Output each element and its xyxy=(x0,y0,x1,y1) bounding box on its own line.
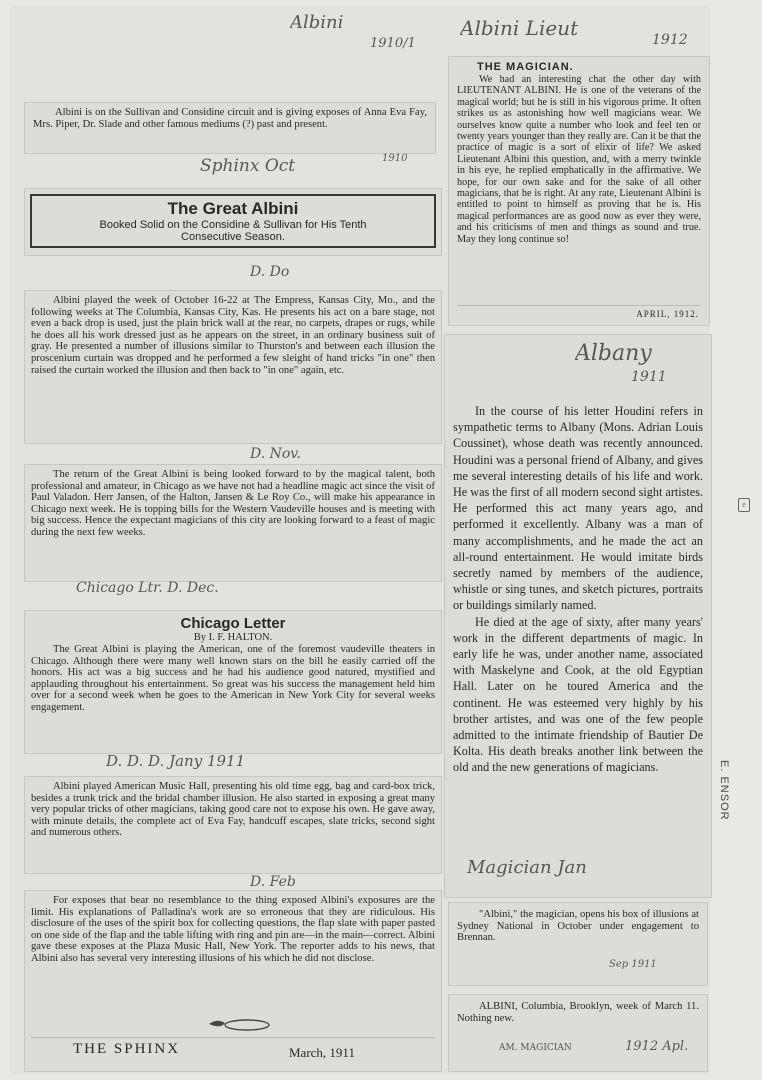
note-do-1: D. Do xyxy=(250,264,290,280)
clipping-text: The Great Albini is playing the American, one of the foremost vaudeville theaters in Chicago. Although there were many well known stars on the bill he easily carried off the honors. His act was a big success and he had his audience good natured, mystified and applauding throughout his entertainment. So great was his success the management held him over for a second week when he goes to the American in New York City for several weeks engagement. xyxy=(31,644,435,713)
clipping-music-hall xyxy=(24,776,442,874)
footer-march-1911: March, 1911 xyxy=(289,1045,355,1060)
note-sphinx-oct-year: 1910 xyxy=(382,153,408,164)
note-am-magician: AM. MAGICIAN xyxy=(499,1043,572,1053)
note-feb: D. Feb xyxy=(250,874,296,890)
chicago-letter-byline: By I. F. HALTON. xyxy=(193,632,273,643)
clipping-text: We had an interesting chat the other day with LIEUTENANT ALBINI. He is one of the veterans of the magical world; but he is still in his vigorous prime. It often strikes us as astonishing how well magicians wear. We ourselves know quite a number who look and feel ten or twenty years younger than they really are. Can it be that the practice of magic is a sort of elixir of life? We asked Lieutenant Albini this question, and, with a merry twinkle in his eye, he replied emphatically in the affirmative. We hope, for our own sake and for the sake of all other magicians, that he is right. At any rate, Lieutenant Albini is entitled to point to himself as proving that he is. His magical performances are as good now as ever they were, and his criticisms of men and things as sound and true. May they long continue so! xyxy=(457,74,701,245)
magician-rule xyxy=(457,305,701,306)
great-albini-title: The Great Albini xyxy=(167,199,299,218)
clipping-empress xyxy=(24,290,442,444)
scrapbook-sheet xyxy=(10,6,710,1074)
note-albini-lieut: Albini Lieut xyxy=(460,16,579,40)
note-lieut-year: 1912 xyxy=(652,32,688,48)
note-albini: Albini xyxy=(290,12,344,33)
clipping-great-albini xyxy=(24,188,442,256)
footer-the-sphinx: THE SPHINX xyxy=(73,1041,181,1057)
clipping-chicago-letter xyxy=(24,610,442,754)
stamp-mark-icon: e xyxy=(738,498,750,512)
chicago-letter-title: Chicago Letter xyxy=(180,615,286,632)
great-albini-box xyxy=(30,194,436,248)
clipping-text: "Albini," the magician, opens his box of illusions at Sydney National in October under engagement to Brennan. xyxy=(457,909,699,944)
clipping-text: Albini played the week of October 16-22 at The Empress, Kansas City, Mo., and the following weeks at The Columbia, Kansas City, Kas. He presents his act on a bare stage, not even a back drop is used, just the plain brick wall at the rear, no carpets, drapes or rugs, while he does all his work dressed just as he appears on the street, in an ordinary business suit of gray. He presented a number of illusions similar to Thurston's and between each illusion the proscenium curtain was dropped and he performed a few sleight of hand tricks "in one" then raised the curtain worked the illusion and then back to "in one" again, etc. xyxy=(31,295,435,376)
clipping-text: Albini played American Music Hall, presenting his old time egg, bag and card-box trick, besides a trunk trick and the bridal chamber illusion. He also started in exposing a great many very popular tricks of other magicians, taking good care not to expose his own. He gave away, with minute details, the complete act of Eva Fay, handcuff escapes, slate tricks, second sight and numerous others. xyxy=(31,781,435,839)
note-magician-jan: Magician Jan xyxy=(467,857,587,878)
note-jan: D. D. D. Jany 1911 xyxy=(106,752,246,770)
note-sep: Sep 1911 xyxy=(609,959,657,970)
clipping-columbia xyxy=(448,994,708,1072)
clipping-exposes xyxy=(24,890,442,1072)
note-chicago-dec: Chicago Ltr. D. Dec. xyxy=(76,580,219,596)
note-albini-date: 1910/1 xyxy=(370,36,416,51)
clipping-text: ALBINI, Columbia, Brooklyn, week of March 11. Nothing new. xyxy=(457,1001,699,1024)
note-am-year: 1912 Apl. xyxy=(625,1039,689,1054)
magician-date: APRIL, 1912. xyxy=(636,309,699,319)
clipping-the-magician xyxy=(448,56,710,326)
clipping-text: Albini is on the Sullivan and Considine circuit and is giving exposes of Anna Eva Fay, Mrs. Piper, Dr. Slade and other famous mediums (?) past and present. xyxy=(33,107,427,130)
note-albany: Albany xyxy=(575,341,652,366)
clipping-text: For exposes that bear no resemblance to the thing exposed Albini's exposures are the limit. His explanations of Palladina's work are so erroneous that they are ridiculous. His disclosure of the uses of the spirit box for collecting questions, the flap slate with paper pasted on one side of the flap and the table lifting with ring and pin are—in the main—correct. Albini gave these exposes at the Plaza Music Hall, New York. The reporter adds to his news, that Albini also has several very interesting illusions of his which he did not disclose. xyxy=(31,895,435,964)
clipping-albany xyxy=(444,334,712,898)
clipping-sullivan-circuit xyxy=(24,102,436,154)
note-albany-year: 1911 xyxy=(631,369,667,385)
clipping-sydney xyxy=(448,902,708,986)
clipping-return-of-albini xyxy=(24,464,442,582)
ensor-side-label: E. ENSOR xyxy=(718,760,730,821)
great-albini-subtitle: Booked Solid on the Considine & Sullivan for His Tenth Consecutive Season. xyxy=(99,219,367,243)
albany-paragraph-1: In the course of his letter Houdini refers in sympathetic terms to Albany (Mons. Adrian Louis Coussinet), whose death was recently announced. Houdini was a personal friend of Albany, and gives me several interesting details of his life and work. He was the first of all modern second sight artistes. He performed this act many years ago, and performed it excellently. Albany was a man of many accomplishments, and he made the act an all-round entertainment. He would imitate birds secretly named by members of the audience, whistle or sing tunes, and sketch pictures, portraits or buildings similarly named. xyxy=(453,404,704,613)
clipping-text: The return of the Great Albini is being looked forward to by the magical talent, both professional and amateur, in Chicago as we have not had a headline magic act since the visit of Paul Valadon. Herr Jansen, of the Halton, Jansen & Le Roy Co., will make his appearance in Chicago next week. He is topping bills for the Western Vaudeville houses and is meeting with big success. Hence the expectant magicians of this city are looking forward to a feast of magic during the next few weeks. xyxy=(31,469,435,538)
fist-ornament xyxy=(203,1015,273,1033)
magician-title: THE MAGICIAN. xyxy=(477,61,574,73)
note-nov: D. Nov. xyxy=(250,446,302,462)
albany-paragraph-2: He died at the age of sixty, after many years' work in the different departments of magic. In early life he was, under another name, associated with Maskelyne and Cook, at the old Egyptian Hall. Later on he toured America and the continent. He was esteemed very highly by his brother artistes, and was one of the few people admitted to the intimate friendship of Bautier De Kolta. His death breaks another link between the old and the new generations of magicians. xyxy=(453,614,703,775)
footer-rule xyxy=(31,1037,435,1038)
note-sphinx-oct: Sphinx Oct xyxy=(200,156,296,176)
